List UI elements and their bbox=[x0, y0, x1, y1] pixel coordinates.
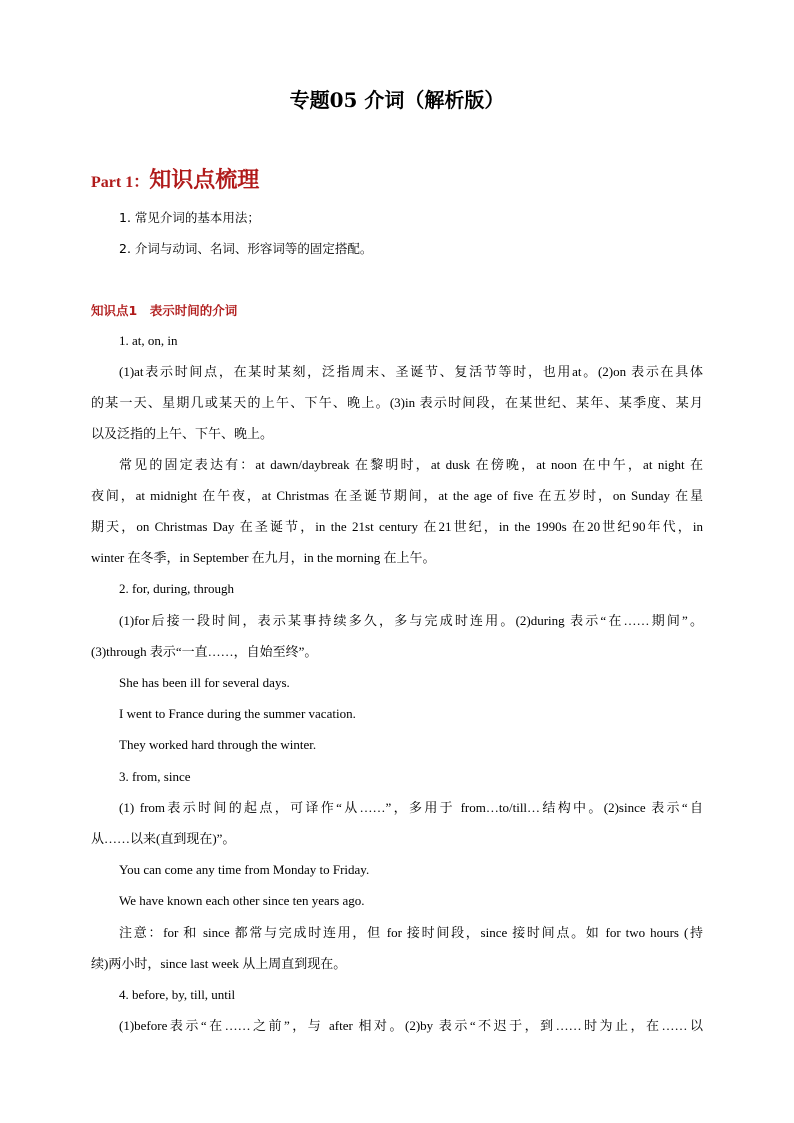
paragraph-line: (3)through 表示“一直……，自始至终”。 bbox=[91, 644, 318, 659]
paragraph-line: (1)before表示“在……之前”，与 after 相对。(2)by 表示“不迟于，到……时为止，在……以 bbox=[119, 1018, 703, 1033]
note-line: 注意：for 和 since 都常与完成时连用，但 for 接时间段，since 接时间点。如 for two hours (持 bbox=[119, 925, 703, 940]
paragraph-line: 从……以来(直到现在)”。 bbox=[91, 831, 236, 846]
paragraph-line: 常见的固定表达有：at dawn/daybreak 在黎明时，at dusk 在傍晚，at noon 在中午，at night 在 bbox=[119, 457, 703, 472]
part-label-zh: 知识点梳理 bbox=[149, 167, 260, 192]
paragraph-line: (1)for后接一段时间，表示某事持续多久，多与完成时连用。(2)during 表示“在……期间”。 bbox=[119, 613, 703, 628]
section-heading-for-during-through: 2. for, during, through bbox=[119, 581, 235, 596]
section-heading-before-by-till-until: 4. before, by, till, until bbox=[119, 987, 236, 1002]
paragraph-line: 夜间，at midnight 在午夜，at Christmas 在圣诞节期间，at the age of five 在五岁时，on Sunday 在星 bbox=[91, 488, 703, 503]
example-sentence: I went to France during the summer vacation. bbox=[119, 706, 356, 721]
paragraph-line: winter 在冬季，in September 在九月，in the morning 在上午。 bbox=[91, 550, 436, 565]
paragraph-line: (1) from表示时间的起点，可译作“从……”，多用于 from…to/till…结构中。(2)since 表示“自 bbox=[119, 800, 703, 815]
paragraph-line: 的某一天、星期几或某天的上午、下午、晚上。(3)in 表示时间段，在某世纪、某年、某季度、某月 bbox=[91, 395, 703, 410]
example-sentence: They worked hard through the winter. bbox=[119, 737, 317, 752]
document-title: 专题05 介词（解析版） bbox=[289, 88, 505, 112]
example-sentence: We have known each other since ten years ago. bbox=[119, 893, 365, 908]
outline-item-1: 1. 常见介词的基本用法； bbox=[119, 210, 260, 225]
paragraph-line: 期天，on Christmas Day 在圣诞节，in the 21st century 在21世纪，in the 1990s 在20世纪90年代，in bbox=[91, 519, 703, 534]
example-sentence: You can come any time from Monday to Friday. bbox=[119, 862, 370, 877]
section-heading-at-on-in: 1. at, on, in bbox=[119, 333, 178, 348]
paragraph-line: 以及泛指的上午、下午、晚上。 bbox=[91, 426, 274, 441]
part-label-en: Part 1： bbox=[91, 174, 150, 191]
example-sentence: She has been ill for several days. bbox=[119, 675, 290, 690]
note-line: 续)两小时，since last week 从上周直到现在。 bbox=[91, 956, 347, 971]
knowledge-point-heading: 知识点1 表示时间的介词 bbox=[91, 303, 238, 318]
part-heading bbox=[91, 163, 259, 194]
section-heading-from-since: 3. from, since bbox=[119, 769, 191, 784]
paragraph-line: (1)at表示时间点，在某时某刻，泛指周末、圣诞节、复活节等时，也用at。(2)on 表示在具体 bbox=[119, 364, 703, 379]
outline-item-2: 2. 介词与动词、名词、形容词等的固定搭配。 bbox=[119, 241, 373, 256]
